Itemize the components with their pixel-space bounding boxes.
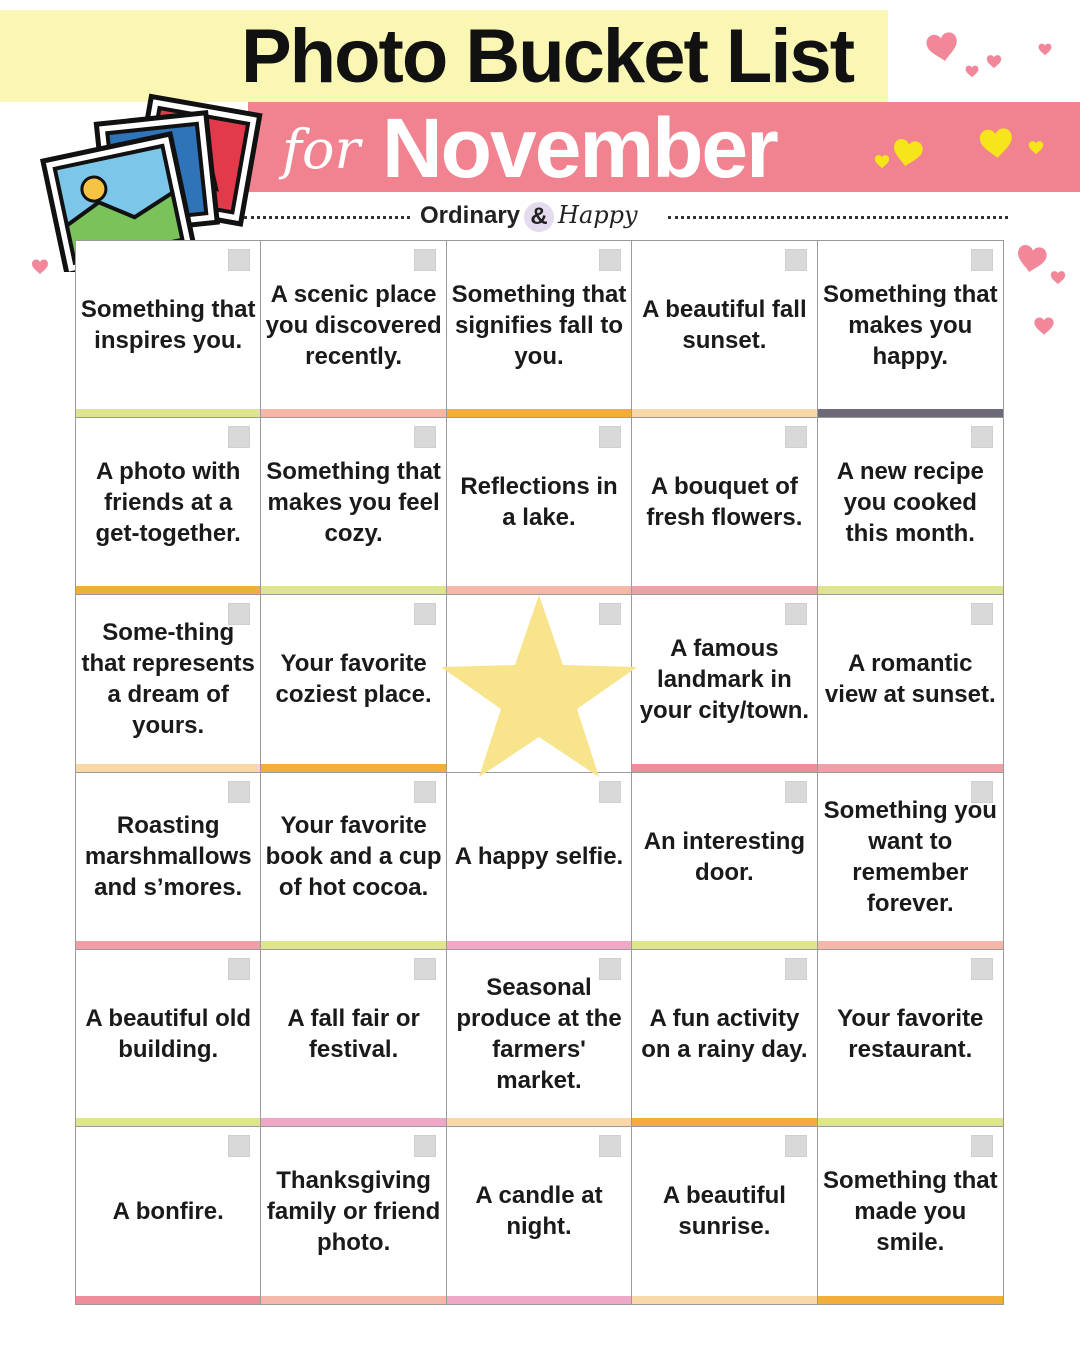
color-strip bbox=[818, 409, 1003, 417]
bucket-list-cell bbox=[818, 241, 1003, 418]
cell-prompt: Something that inspires you. bbox=[80, 296, 256, 355]
checkbox-icon[interactable] bbox=[971, 249, 993, 271]
color-strip bbox=[818, 1118, 1003, 1126]
heart-icon bbox=[925, 31, 960, 63]
color-strip bbox=[632, 941, 816, 949]
bucket-list-cell bbox=[632, 1127, 817, 1304]
bucket-list-cell bbox=[818, 1127, 1003, 1304]
color-strip bbox=[76, 941, 260, 949]
checkbox-icon[interactable] bbox=[228, 1135, 250, 1157]
bucket-list-cell bbox=[818, 950, 1003, 1127]
brand-right: Happy bbox=[558, 201, 638, 229]
checkbox-icon[interactable] bbox=[785, 958, 807, 980]
bucket-list-cell bbox=[261, 773, 446, 950]
cell-prompt: A new recipe you cooked this month. bbox=[836, 457, 984, 547]
cell-prompt: A scenic place you discovered recently. bbox=[265, 280, 442, 370]
heart-icon bbox=[1039, 44, 1052, 56]
color-strip bbox=[632, 409, 816, 417]
color-strip bbox=[261, 409, 445, 417]
cell-prompt: An interesting door. bbox=[643, 827, 806, 886]
cell-prompt: A beautiful sunrise. bbox=[662, 1182, 786, 1241]
checkbox-icon[interactable] bbox=[599, 781, 621, 803]
bucket-list-cell bbox=[76, 241, 261, 418]
checkbox-icon[interactable] bbox=[785, 1135, 807, 1157]
bucket-list-cell bbox=[261, 950, 446, 1127]
cell-prompt: Your favorite coziest place. bbox=[275, 650, 432, 709]
bucket-list-cell bbox=[447, 773, 632, 950]
bucket-list-cell bbox=[261, 1127, 446, 1304]
heart-icon bbox=[1015, 244, 1048, 275]
month-title: November bbox=[382, 101, 777, 195]
bucket-list-cell bbox=[447, 1127, 632, 1304]
checkbox-icon[interactable] bbox=[414, 958, 436, 980]
bucket-list-cell bbox=[76, 418, 261, 595]
bucket-list-cell bbox=[632, 950, 817, 1127]
heart-icon bbox=[966, 66, 979, 78]
color-strip bbox=[632, 586, 816, 594]
checkbox-icon[interactable] bbox=[228, 426, 250, 448]
cell-prompt: Your favorite restaurant. bbox=[837, 1004, 984, 1063]
cell-prompt: Something that made you smile. bbox=[822, 1166, 998, 1256]
color-strip bbox=[447, 1296, 631, 1304]
bucket-list-cell bbox=[76, 595, 261, 772]
checkbox-icon[interactable] bbox=[971, 958, 993, 980]
color-strip bbox=[632, 1296, 816, 1304]
cell-prompt: A candle at night. bbox=[475, 1182, 603, 1241]
cell-prompt: Seasonal produce at the farmers' market. bbox=[456, 973, 622, 1094]
bucket-list-cell bbox=[261, 241, 446, 418]
color-strip bbox=[818, 586, 1003, 594]
color-strip bbox=[818, 764, 1003, 772]
color-strip bbox=[76, 764, 260, 772]
cell-prompt: A photo with friends at a get-together. bbox=[95, 457, 241, 547]
bucket-list-cell bbox=[76, 773, 261, 950]
checkbox-icon[interactable] bbox=[599, 249, 621, 271]
cell-prompt: A fun activity on a rainy day. bbox=[641, 1004, 808, 1063]
bucket-list-cell bbox=[818, 773, 1003, 950]
checkbox-icon[interactable] bbox=[228, 958, 250, 980]
checkbox-icon[interactable] bbox=[228, 249, 250, 271]
cell-prompt: Your favorite book and a cup of hot cocoa. bbox=[265, 812, 442, 902]
bucket-list-cell bbox=[261, 595, 446, 772]
cell-prompt: Thanksgiving family or friend photo. bbox=[266, 1166, 441, 1256]
color-strip bbox=[632, 764, 816, 772]
checkbox-icon[interactable] bbox=[228, 781, 250, 803]
cell-prompt: A fall fair or festival. bbox=[287, 1004, 420, 1063]
checkbox-icon[interactable] bbox=[414, 1135, 436, 1157]
bucket-list-grid bbox=[75, 240, 1004, 1305]
cell-prompt: A beautiful fall sunset. bbox=[642, 296, 807, 355]
bucket-list-cell bbox=[632, 773, 817, 950]
checkbox-icon[interactable] bbox=[414, 249, 436, 271]
dotted-divider-left bbox=[244, 216, 410, 219]
color-strip bbox=[632, 1118, 816, 1126]
bucket-list-cell bbox=[632, 418, 817, 595]
cell-prompt: A romantic view at sunset. bbox=[824, 650, 996, 709]
color-strip bbox=[261, 764, 445, 772]
checkbox-icon[interactable] bbox=[971, 426, 993, 448]
cell-prompt: A happy selfie. bbox=[454, 843, 624, 871]
page-title: Photo Bucket List bbox=[240, 14, 854, 99]
color-strip bbox=[447, 1118, 631, 1126]
brand-wordmark bbox=[420, 198, 660, 232]
checkbox-icon[interactable] bbox=[785, 426, 807, 448]
cell-prompt: Something that makes you happy. bbox=[822, 280, 998, 370]
color-strip bbox=[447, 941, 631, 949]
checkbox-icon[interactable] bbox=[971, 603, 993, 625]
cell-prompt: A famous landmark in your city/town. bbox=[639, 634, 810, 724]
color-strip bbox=[261, 586, 445, 594]
bucket-list-cell bbox=[632, 595, 817, 772]
bucket-list-cell bbox=[447, 950, 632, 1127]
color-strip bbox=[261, 941, 445, 949]
color-strip bbox=[261, 1296, 445, 1304]
checkbox-icon[interactable] bbox=[414, 603, 436, 625]
bucket-list-cell bbox=[818, 418, 1003, 595]
checkbox-icon[interactable] bbox=[785, 249, 807, 271]
color-strip bbox=[818, 941, 1003, 949]
color-strip bbox=[76, 1296, 260, 1304]
cell-prompt: A beautiful old building. bbox=[85, 1004, 252, 1063]
heart-icon bbox=[1034, 317, 1053, 334]
heart-icon bbox=[987, 55, 1001, 68]
color-strip bbox=[818, 1296, 1003, 1304]
checkbox-icon[interactable] bbox=[599, 1135, 621, 1157]
bucket-list-cell bbox=[447, 418, 632, 595]
brand-left: Ordinary bbox=[420, 202, 521, 229]
color-strip bbox=[447, 409, 631, 417]
bucket-list-cell bbox=[632, 241, 817, 418]
color-strip bbox=[76, 586, 260, 594]
checkbox-icon[interactable] bbox=[785, 603, 807, 625]
color-strip bbox=[76, 1118, 260, 1126]
bucket-list-cell bbox=[261, 418, 446, 595]
cell-prompt: Roasting marshmallows and s’mores. bbox=[84, 812, 252, 902]
color-strip bbox=[76, 409, 260, 417]
cell-prompt: A bonfire. bbox=[112, 1197, 224, 1225]
bucket-list-cell bbox=[76, 1127, 261, 1304]
cell-prompt: A bouquet of fresh flowers. bbox=[646, 473, 803, 532]
cell-prompt: Some-thing that represents a dream of yours. bbox=[81, 619, 255, 740]
color-strip bbox=[261, 1118, 445, 1126]
dotted-divider-right bbox=[668, 216, 1008, 219]
bucket-list-cell bbox=[76, 950, 261, 1127]
bucket-list-cell bbox=[447, 595, 632, 772]
cell-prompt: Something that signifies fall to you. bbox=[451, 280, 627, 370]
brand-ampersand: & bbox=[524, 202, 554, 232]
checkbox-icon[interactable] bbox=[785, 781, 807, 803]
checkbox-icon[interactable] bbox=[414, 426, 436, 448]
cell-prompt: Something that makes you feel cozy. bbox=[266, 457, 441, 547]
checkbox-icon[interactable] bbox=[971, 1135, 993, 1157]
star-icon bbox=[439, 587, 639, 777]
checkbox-icon[interactable] bbox=[599, 426, 621, 448]
bucket-list-cell bbox=[447, 241, 632, 418]
for-word: for bbox=[282, 118, 361, 181]
cell-prompt: Reflections in a lake. bbox=[460, 473, 618, 532]
heart-icon bbox=[1051, 271, 1065, 284]
cell-prompt: Something you want to remember forever. bbox=[823, 796, 997, 917]
bucket-list-cell bbox=[818, 595, 1003, 772]
checkbox-icon[interactable] bbox=[414, 781, 436, 803]
